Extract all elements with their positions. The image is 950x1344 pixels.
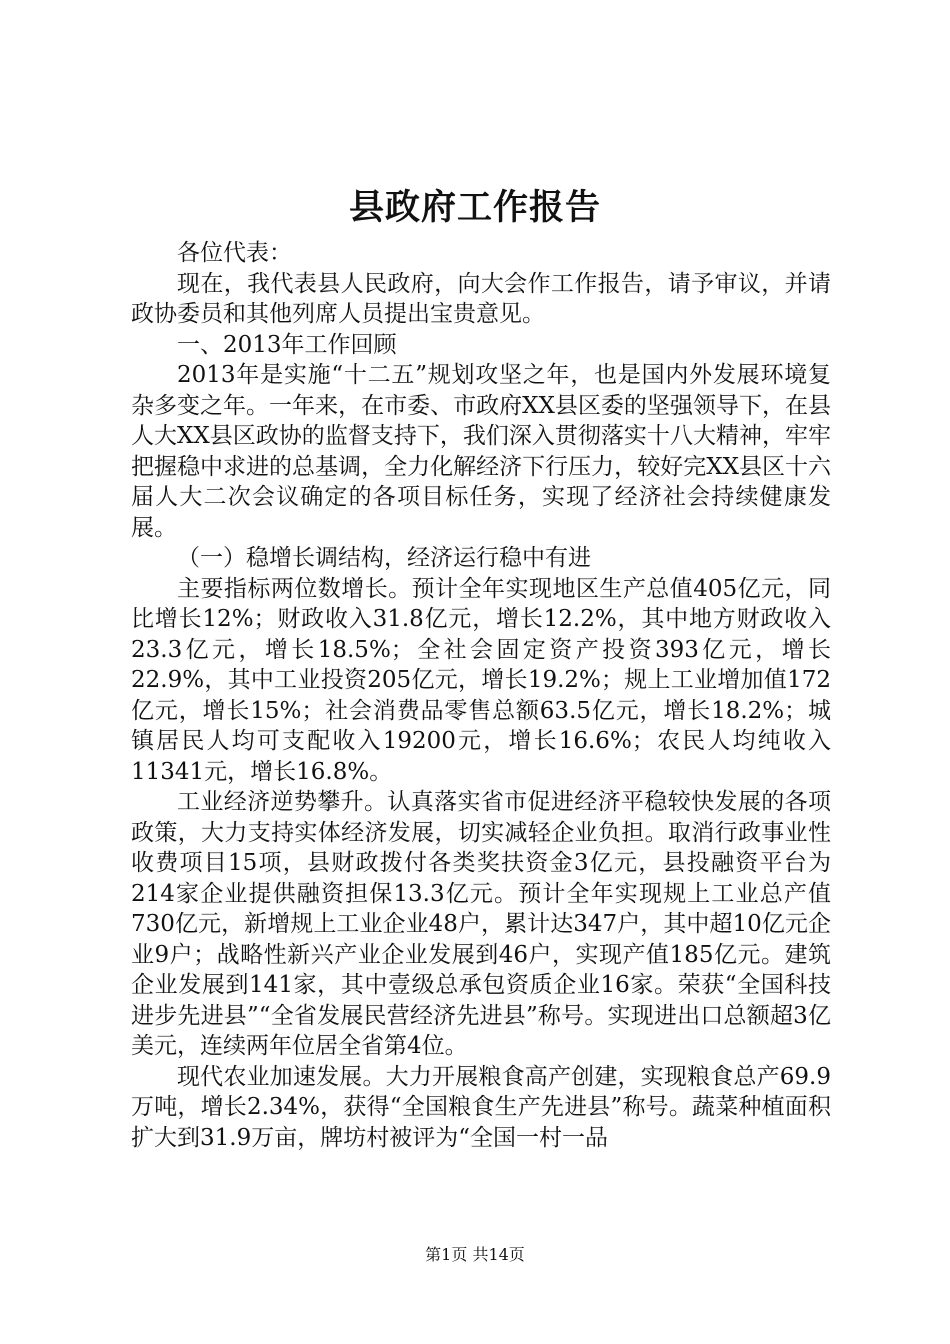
section-heading-review: 一、2013年工作回顾 bbox=[177, 331, 397, 358]
paragraph-agriculture: 现代农业加速发展。大力开展粮食高产创建，实现粮食总产69.9万吨，增长2.34%，获得“全国粮食生产先进县”称号。蔬菜种植面积扩大到31.9万亩，牌坊村被评为“全国一村一品 bbox=[131, 1063, 831, 1151]
document-body bbox=[131, 238, 831, 1153]
page-footer: 第1页 共14页 bbox=[425, 1245, 525, 1264]
document-title: 县政府工作报告 bbox=[348, 187, 601, 228]
paragraph-overview: 2013年是实施“十二五”规划攻坚之年，也是国内外发展环境复杂多变之年。一年来，在市委、市政府XX县区委的坚强领导下，在县人大XX县区政协的监督支持下，我们深入贯彻落实十八大精神，牢牢把握稳中求进的总基调，全力化解经济下行压力，较好完XX县区十六届人大二次会议确定的各项目标任务，实现了经济社会持续健康发展。 bbox=[131, 362, 831, 541]
subsection-heading-economy: （一）稳增长调结构，经济运行稳中有进 bbox=[177, 545, 591, 571]
paragraph-industry: 工业经济逆势攀升。认真落实省市促进经济平稳较快发展的各项政策，大力支持实体经济发展，切实减轻企业负担。取消行政事业性收费项目15项，县财政拨付各类奖扶资金3亿元，县投融资平台为214家企业提供融资担保13.3亿元。预计全年实现规上工业总产值730亿元，新增规上工业企业48户，累计达347户，其中超10亿元企业9户；战略性新兴产业企业发展到46户，实现产值185亿元。建筑企业发展到141家，其中壹级总承包资质企业16家。荣获“全国科技进步先进县”“全省发展民营经济先进县”称号。实现进出口总额超3亿美元，连续两年位居全省第4位。 bbox=[131, 789, 831, 1059]
paragraph-intro: 现在，我代表县人民政府，向大会作工作报告，请予审议，并请政协委员和其他列席人员提出宝贵意见。 bbox=[131, 270, 831, 327]
paragraph-salutation: 各位代表： bbox=[177, 240, 292, 266]
paragraph-main-indicators: 主要指标两位数增长。预计全年实现地区生产总值405亿元，同比增长12%；财政收入31.8亿元，增长12.2%，其中地方财政收入23.3亿元，增长18.5%；全社会固定资产投资393亿元，增长22.9%，其中工业投资205亿元，增长19.2%；规上工业增加值172亿元，增长15%；社会消费品零售总额63.5亿元，增长18.2%；城镇居民人均可支配收入19200元，增长16.6%；农民人均纯收入11341元，增长16.8%。 bbox=[131, 575, 831, 785]
